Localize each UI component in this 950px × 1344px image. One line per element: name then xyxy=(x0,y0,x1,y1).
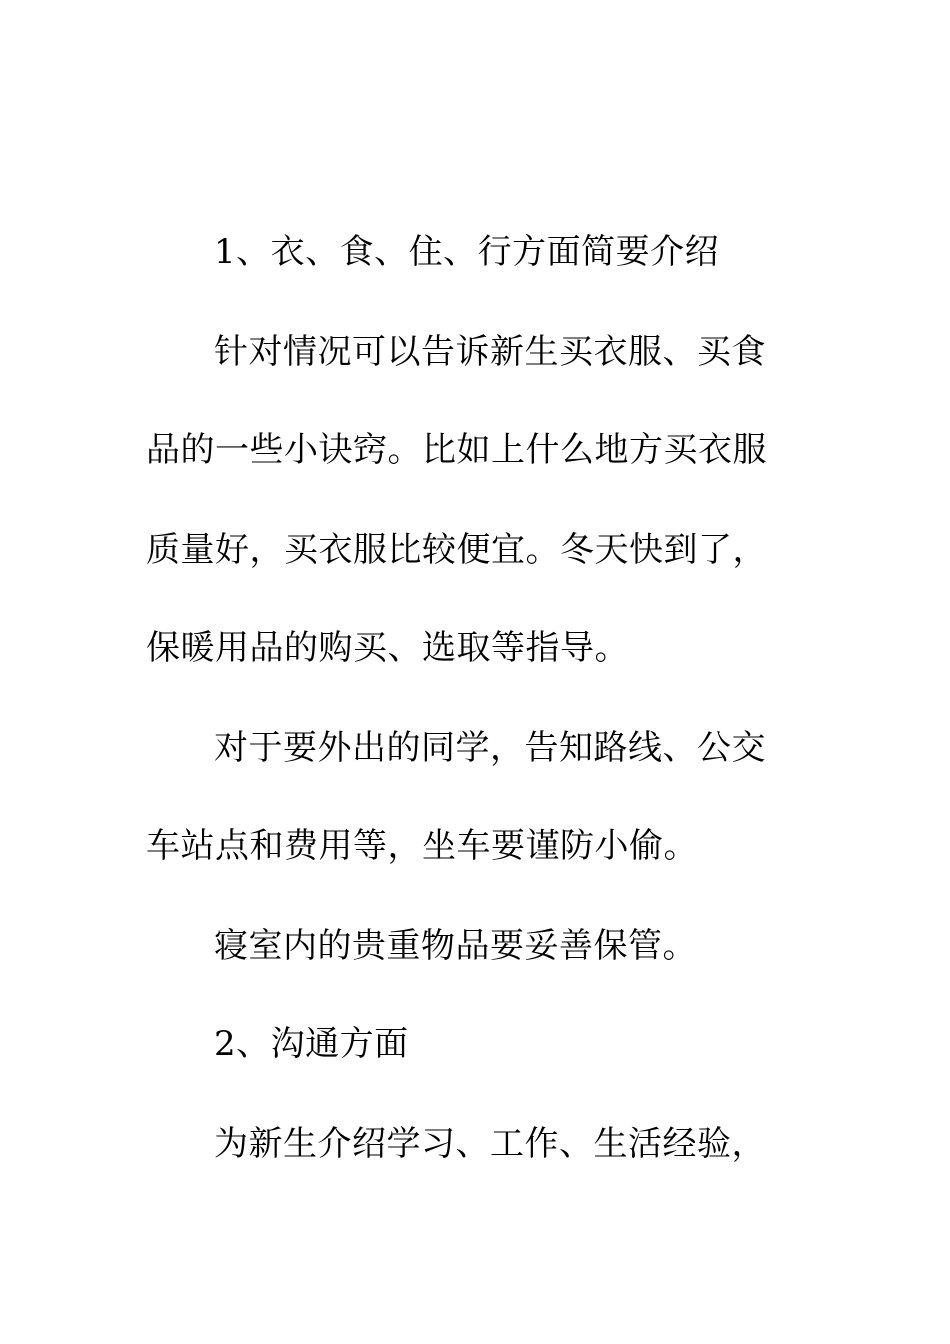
paragraph-line: 寝室内的贵重物品要妥善保管。 xyxy=(214,926,697,966)
paragraph-line: 对于要外出的同学，告知路线、公交 xyxy=(214,728,766,768)
section-heading-2: 2、沟通方面 xyxy=(214,1024,409,1064)
paragraph-line: 针对情况可以告诉新生买衣服、买食 xyxy=(214,332,766,372)
paragraph-line: 质量好，买衣服比较便宜。冬天快到了， xyxy=(146,530,767,570)
paragraph-line: 车站点和费用等，坐车要谨防小偷。 xyxy=(146,826,698,866)
paragraph-line: 品的一些小诀窍。比如上什么地方买衣服 xyxy=(146,430,767,470)
section-heading-1: 1、衣、食、住、行方面简要介绍 xyxy=(214,232,720,272)
paragraph-line: 为新生介绍学习、工作、生活经验， xyxy=(214,1124,766,1164)
paragraph-line: 保暖用品的购买、选取等指导。 xyxy=(146,628,629,668)
